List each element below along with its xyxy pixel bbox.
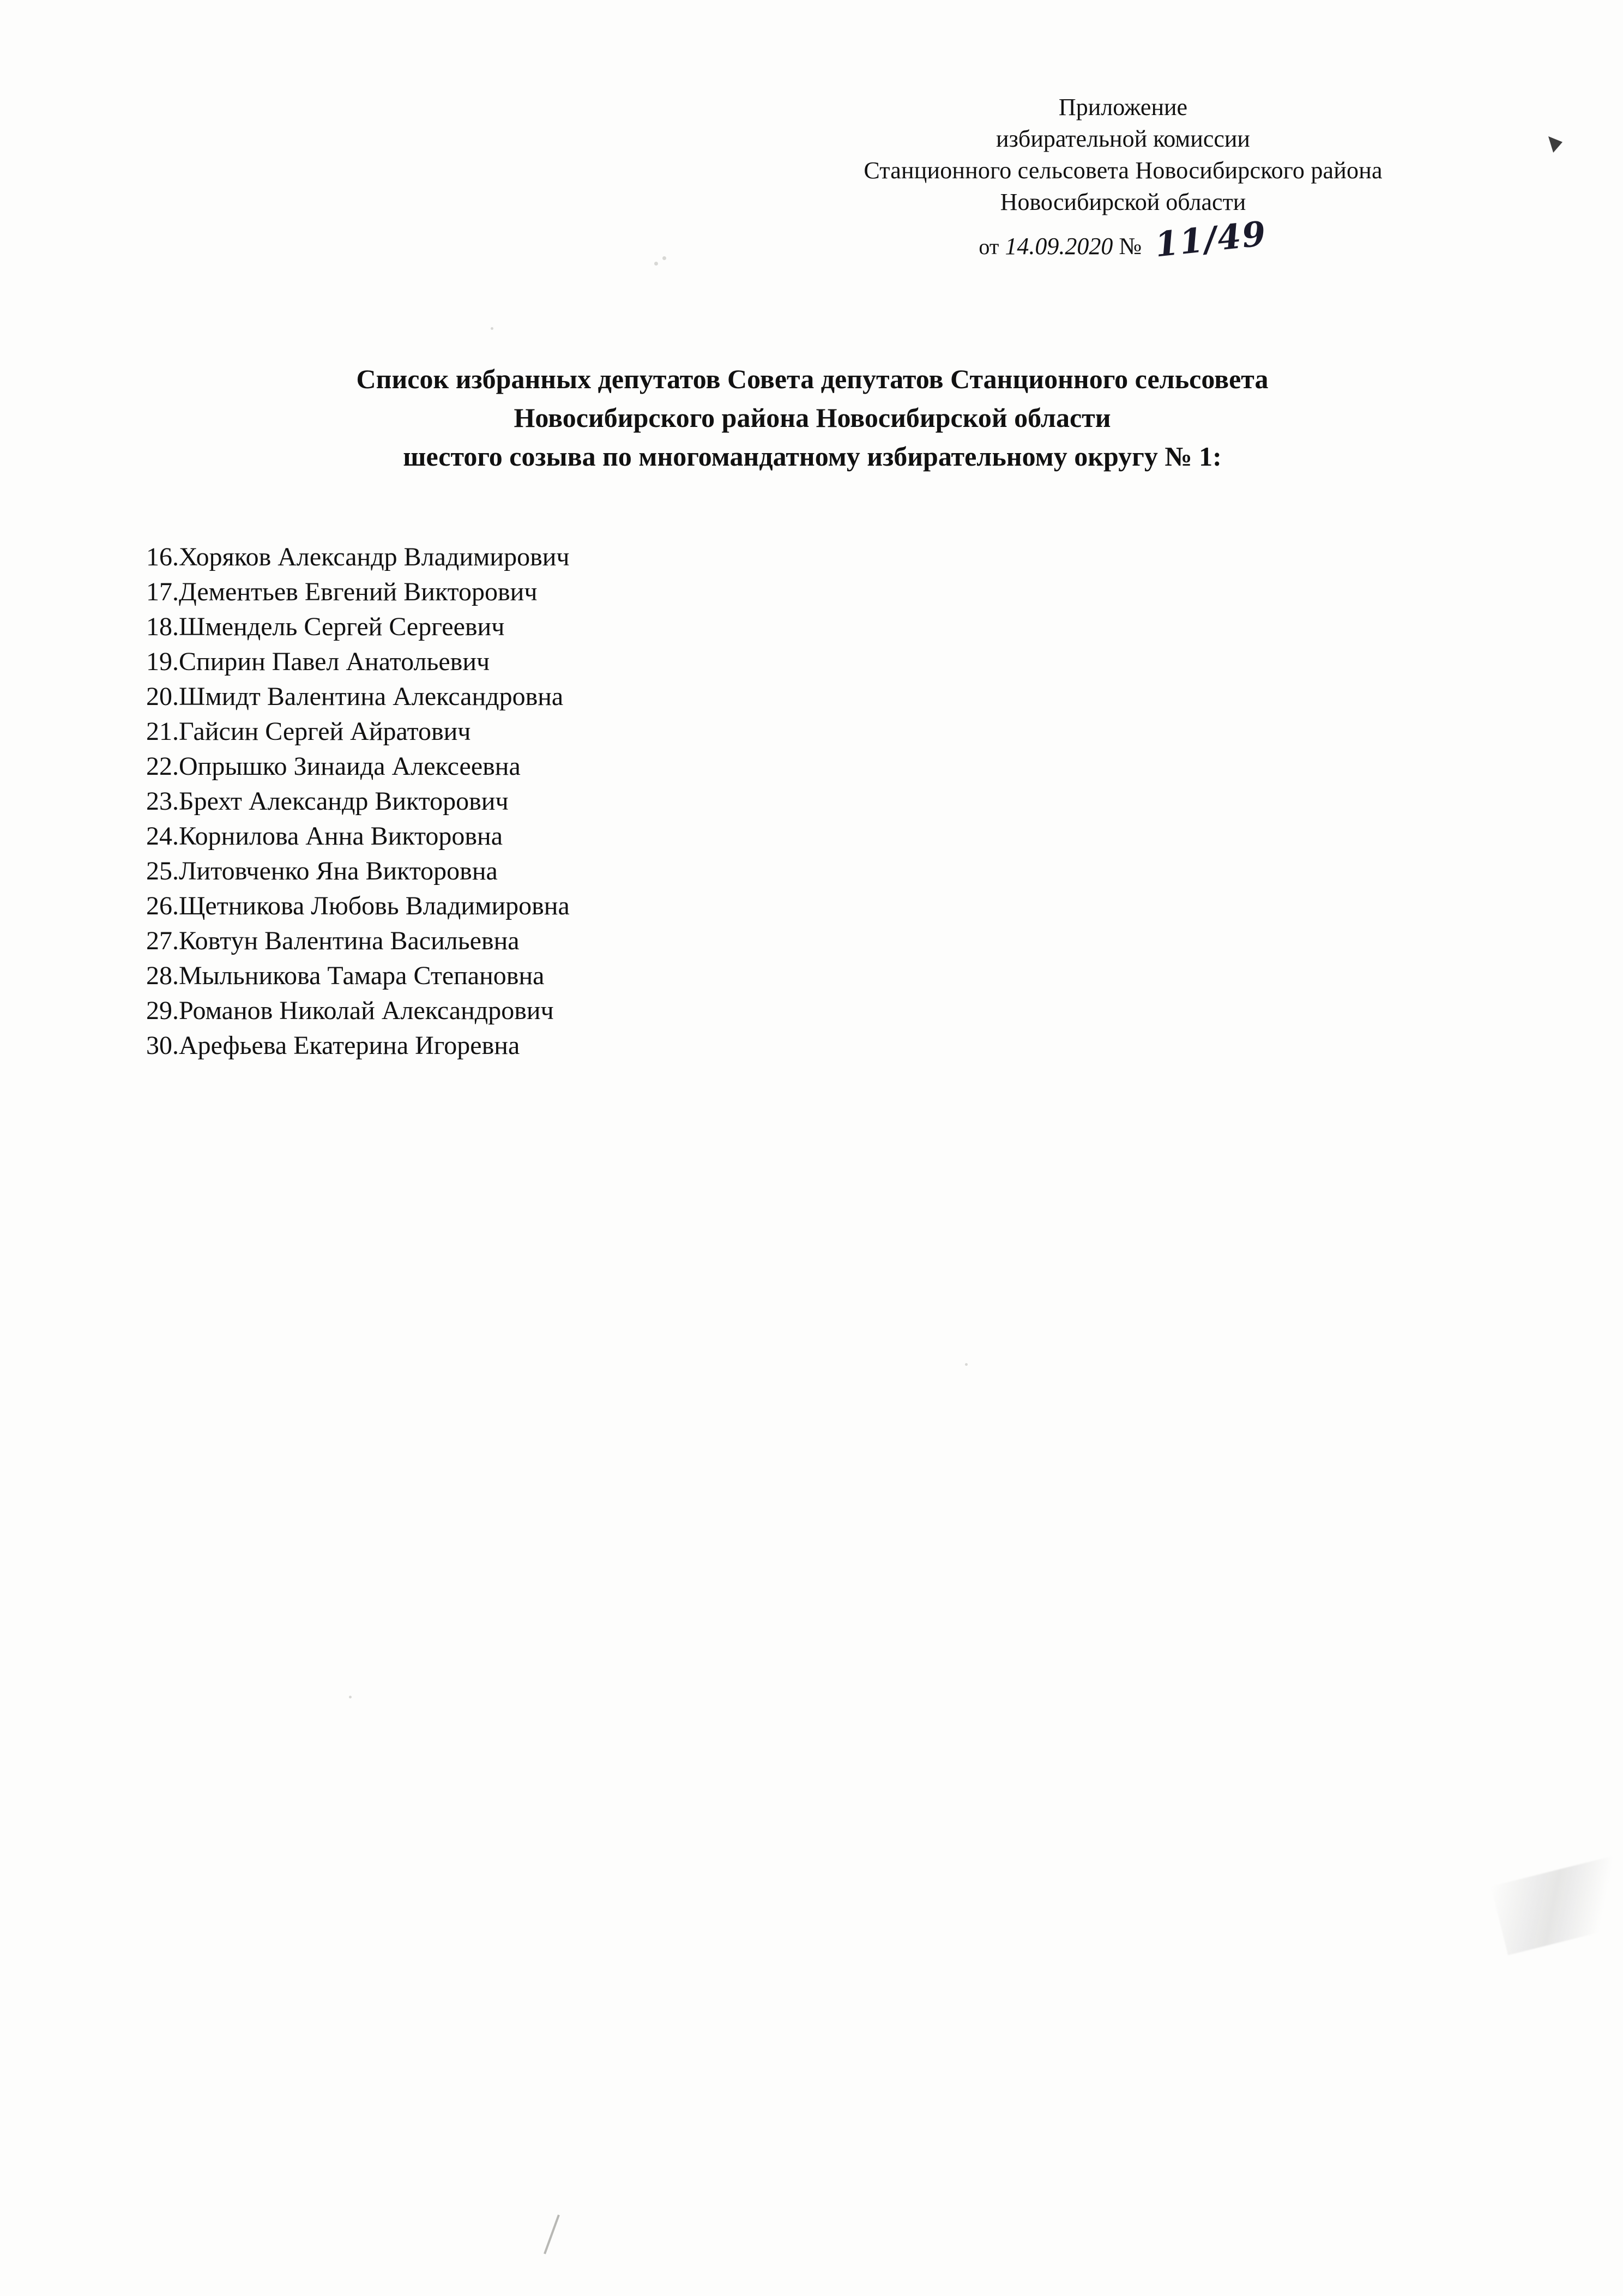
scan-speck: [654, 262, 658, 266]
list-item: [146, 540, 1400, 575]
list-item: [146, 714, 1400, 749]
page-title-line-1: Список избранных депутатов Совета депутатов Станционного сельсовета: [356, 364, 1269, 394]
appendix-header-line-4: Новосибирской области: [1000, 189, 1246, 216]
appendix-header: [725, 92, 1521, 265]
decision-date: 14.09.2020: [1005, 233, 1113, 260]
appendix-header-line-1: Приложение: [1058, 94, 1188, 120]
list-item-number: 29.: [146, 996, 179, 1025]
list-item: [146, 575, 1400, 610]
deputies-list: [146, 540, 1400, 1063]
list-item-name: Шмендель Сергей Сергеевич: [179, 612, 505, 641]
list-item: [146, 854, 1400, 889]
list-item-number: 25.: [146, 857, 179, 885]
list-item: [146, 889, 1400, 924]
page-title: [109, 360, 1516, 476]
list-item-name: Ковтун Валентина Васильевна: [179, 926, 520, 955]
number-symbol: №: [1119, 233, 1142, 260]
page-title-line-2: Новосибирского района Новосибирской области: [514, 402, 1111, 433]
scan-smudge: [1491, 1856, 1623, 1955]
list-item-number: 26.: [146, 891, 179, 920]
list-item-number: 17.: [146, 577, 179, 606]
scan-speck: [349, 1696, 352, 1698]
date-prefix: от: [979, 234, 999, 260]
list-item-name: Хоряков Александр Владимирович: [179, 543, 570, 571]
list-item-name: Гайсин Сергей Айратович: [179, 717, 471, 746]
list-item: [146, 679, 1400, 714]
appendix-header-line-2: избирательной комиссии: [996, 125, 1250, 153]
page-title-line-3: шестого созыва по многомандатному избирательному округу № 1:: [403, 441, 1222, 472]
list-item: [146, 610, 1400, 644]
list-item-number: 28.: [146, 961, 179, 990]
list-item-number: 18.: [146, 612, 179, 641]
appendix-header-line-3: Станционного сельсовета Новосибирского района: [864, 157, 1383, 184]
list-item: [146, 819, 1400, 854]
appendix-date-line: [725, 213, 1521, 265]
list-item-number: 20.: [146, 682, 179, 711]
scan-speck: [965, 1363, 968, 1366]
list-item-name: Мыльникова Тамара Степановна: [179, 961, 545, 990]
list-item-number: 30.: [146, 1031, 179, 1060]
scan-slash-mark: [544, 2215, 560, 2255]
list-item-name: Шмидт Валентина Александровна: [179, 682, 564, 711]
list-item: [146, 749, 1400, 784]
list-item: [146, 993, 1400, 1028]
list-item-name: Корнилова Анна Викторовна: [179, 822, 503, 851]
list-item-name: Спирин Павел Анатольевич: [179, 647, 490, 676]
list-item-number: 23.: [146, 787, 179, 816]
scan-speck: [491, 327, 493, 330]
list-item-name: Брехт Александр Викторович: [179, 787, 509, 816]
ink-mark-icon: [1548, 136, 1562, 153]
list-item-name: Щетникова Любовь Владимировна: [179, 891, 570, 920]
decision-number-handwritten: 11/49: [1153, 213, 1269, 265]
list-item-number: 19.: [146, 647, 179, 676]
list-item-name: Литовченко Яна Викторовна: [179, 857, 498, 885]
list-item-number: 22.: [146, 752, 179, 781]
list-item-number: 27.: [146, 926, 179, 955]
list-item-name: Опрышко Зинаида Алексеевна: [179, 752, 521, 781]
list-item-name: Романов Николай Александрович: [179, 996, 554, 1025]
list-item-number: 24.: [146, 822, 179, 851]
list-item: [146, 644, 1400, 679]
list-item: [146, 1028, 1400, 1063]
list-item-name: Дементьев Евгений Викторович: [179, 577, 538, 606]
list-item-number: 21.: [146, 717, 179, 746]
list-item-name: Арефьева Екатерина Игоревна: [179, 1031, 520, 1060]
list-item: [146, 959, 1400, 993]
list-item: [146, 784, 1400, 819]
list-item: [146, 924, 1400, 959]
scan-speck: [662, 256, 666, 260]
list-item-number: 16.: [146, 543, 179, 571]
